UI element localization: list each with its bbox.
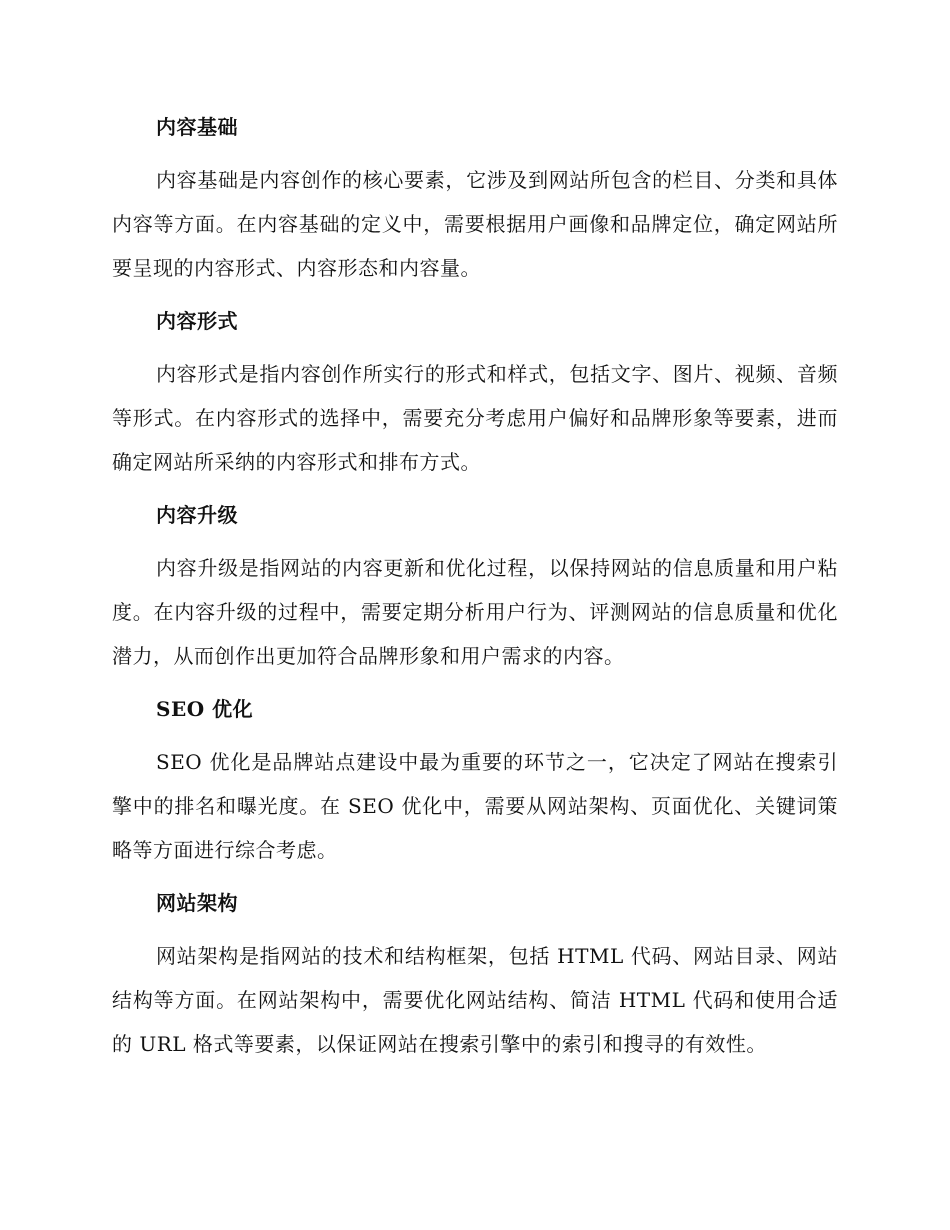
section-seo [112,688,838,872]
section-heading: 网站架构 [156,891,238,915]
section-heading: 内容升级 [156,503,238,527]
section-site-architecture [112,882,838,1066]
section-body: SEO 优化是品牌站点建设中最为重要的环节之一，它决定了网站在搜索引擎中的排名和曝光度。在 SEO 优化中，需要从网站架构、页面优化、关键词策略等方面进行综合考虑。 [112,750,838,862]
section-heading: SEO 优化 [156,697,254,721]
section-heading: 内容形式 [156,309,238,333]
section-body: 内容升级是指网站的内容更新和优化过程，以保持网站的信息质量和用户粘度。在内容升级的过程中，需要定期分析用户行为、评测网站的信息质量和优化潜力，从而创作出更加符合品牌形象和用户需求的内容。 [112,556,838,668]
section-body: 内容基础是内容创作的核心要素，它涉及到网站所包含的栏目、分类和具体内容等方面。在内容基础的定义中，需要根据用户画像和品牌定位，确定网站所要呈现的内容形式、内容形态和内容量。 [112,168,838,280]
section-content-form [112,300,838,484]
section-body: 内容形式是指内容创作所实行的形式和样式，包括文字、图片、视频、音频等形式。在内容形式的选择中，需要充分考虑用户偏好和品牌形象等要素，进而确定网站所采纳的内容形式和排布方式。 [112,362,838,474]
section-content-basis [112,106,838,290]
section-body: 网站架构是指网站的技术和结构框架，包括 HTML 代码、网站目录、网站结构等方面。在网站架构中，需要优化网站结构、简洁 HTML 代码和使用合适的 URL 格式等要素，以保证网站在搜索引擎中的索引和搜寻的有效性。 [112,944,838,1056]
section-heading: 内容基础 [156,115,238,139]
section-content-upgrade [112,494,838,678]
document-page [112,106,838,1076]
